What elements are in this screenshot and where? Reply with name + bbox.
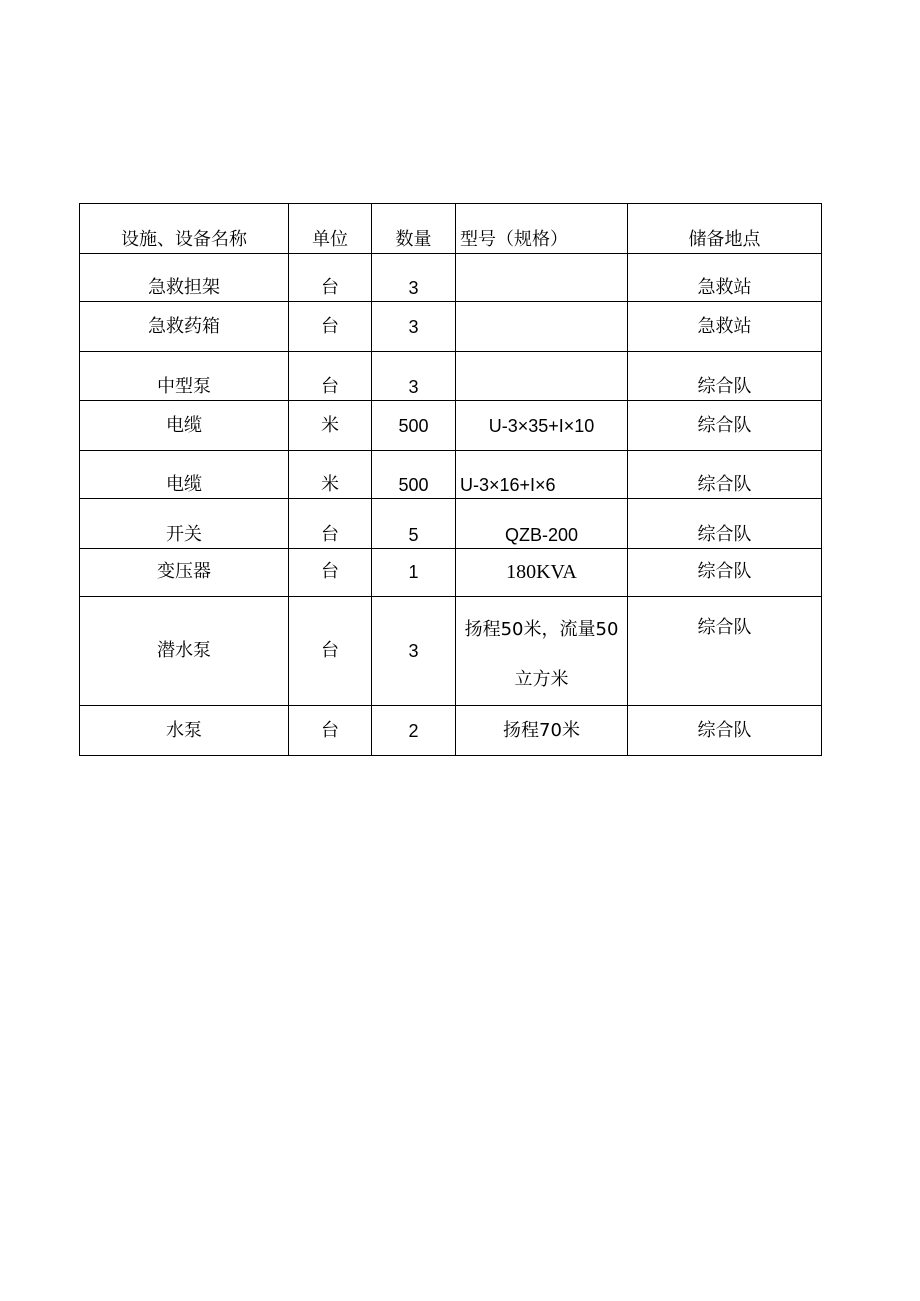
cell-location: 综合队	[628, 451, 822, 499]
header-name: 设施、设备名称	[80, 204, 289, 254]
cell-location: 综合队	[628, 597, 822, 706]
cell-name: 中型泵	[80, 352, 289, 401]
cell-location: 急救站	[628, 302, 822, 352]
cell-unit: 台	[289, 549, 372, 597]
cell-location: 综合队	[628, 549, 822, 597]
cell-unit: 台	[289, 254, 372, 302]
table-row	[80, 597, 822, 706]
header-quantity: 数量	[372, 204, 456, 254]
cell-name: 急救药箱	[80, 302, 289, 352]
cell-name: 潜水泵	[80, 597, 289, 706]
cell-quantity: 2	[372, 706, 456, 756]
cell-quantity: 500	[372, 451, 456, 499]
cell-quantity: 3	[372, 302, 456, 352]
cell-location: 综合队	[628, 352, 822, 401]
header-location: 储备地点	[628, 204, 822, 254]
table-row	[80, 254, 822, 302]
cell-quantity: 1	[372, 549, 456, 597]
table-row	[80, 352, 822, 401]
cell-location: 急救站	[628, 254, 822, 302]
cell-model: 180KVA	[456, 549, 628, 597]
cell-unit: 台	[289, 597, 372, 706]
cell-quantity: 3	[372, 597, 456, 706]
header-unit: 单位	[289, 204, 372, 254]
cell-name: 电缆	[80, 451, 289, 499]
cell-quantity: 5	[372, 499, 456, 549]
table-header-row	[80, 204, 822, 254]
table-row	[80, 451, 822, 499]
cell-model	[456, 254, 628, 302]
cell-name: 开关	[80, 499, 289, 549]
cell-unit: 台	[289, 302, 372, 352]
cell-model	[456, 352, 628, 401]
cell-model: QZB-200	[456, 499, 628, 549]
cell-location: 综合队	[628, 401, 822, 451]
cell-unit: 台	[289, 499, 372, 549]
table-row	[80, 302, 822, 352]
table-row	[80, 549, 822, 597]
cell-quantity: 3	[372, 352, 456, 401]
cell-model: U-3×16+I×6	[456, 451, 628, 499]
table-row	[80, 706, 822, 756]
equipment-table	[79, 203, 822, 756]
cell-quantity: 3	[372, 254, 456, 302]
cell-model: U-3×35+I×10	[456, 401, 628, 451]
cell-name: 电缆	[80, 401, 289, 451]
cell-quantity: 500	[372, 401, 456, 451]
cell-unit: 米	[289, 451, 372, 499]
cell-name: 变压器	[80, 549, 289, 597]
cell-location: 综合队	[628, 706, 822, 756]
cell-unit: 台	[289, 352, 372, 401]
cell-name: 水泵	[80, 706, 289, 756]
cell-name: 急救担架	[80, 254, 289, 302]
cell-unit: 台	[289, 706, 372, 756]
header-model: 型号（规格）	[456, 204, 628, 254]
cell-unit: 米	[289, 401, 372, 451]
table-row	[80, 401, 822, 451]
cell-model: 扬程50米，流量50立方米	[456, 597, 628, 706]
cell-location: 综合队	[628, 499, 822, 549]
table-row	[80, 499, 822, 549]
cell-model	[456, 302, 628, 352]
cell-model: 扬程70米	[456, 706, 628, 756]
